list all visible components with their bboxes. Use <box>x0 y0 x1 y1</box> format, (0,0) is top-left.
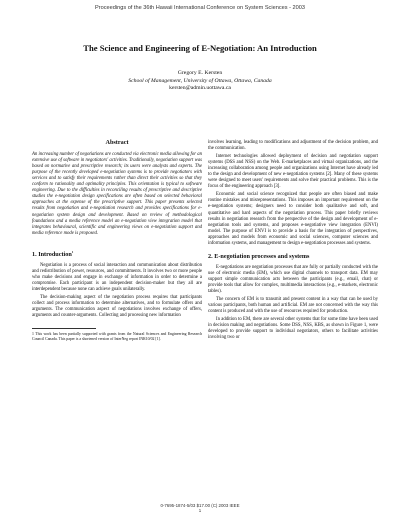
abstract-heading: Abstract <box>105 139 129 146</box>
author-email: kersten@admin.uottawa.ca <box>169 85 231 92</box>
intro-paragraph-1: Negotiation is a process of social interaction and communication about distribution and redistribution of power, resources, and commitments. It involves two or more people who make decisions and engage in exchange of information in order to determine a compromise. Each participant is an independent decision-maker but they all are interdependent because none can achieve goals unilaterally. <box>32 262 202 292</box>
right-paragraph-2: Internet technologies allowed deployment of decision and negotiation support systems (DSS and NSS) on the Web. E-marketplaces and virtual organizations, and the increasing collaboration among people and organizations using Internet have already led to the design and development of new e-negotiation systems [2]. Many of these systems were designed to meet users' requirements and solve their practical problems. This is the focus of the engineering approach [3]. <box>208 154 378 190</box>
section-heading-e-negotiation: 2. E-negotiation processes and systems <box>208 252 310 260</box>
footer-isbn: 0-7695-1874-5/03 $17.00 (C) 2003 IEEE <box>160 503 240 508</box>
section-heading-introduction <box>32 249 202 258</box>
section2-paragraph-1: E-negotiations are negotiation processes that are fully or partially conducted with the use of electronic media (EM), which use digital channels to transport data. EM may support simple communication acts between the participants (e.g., email, chat) or provide tools that allow for complex, multimedia interactions (e.g., e-markets, electronic tables). <box>208 264 378 295</box>
page-number: 1 <box>198 508 202 513</box>
right-column <box>208 140 378 343</box>
footnote: 1 This work has been partially supported with grants from the Natural Sciences and Engineering Research Council Canada. This paper is a shortened version of InterNeg report INR10/02 [1]. <box>32 332 202 341</box>
author-affiliation: School of Management, University of Ottawa, Ottawa, Canada <box>128 77 272 84</box>
running-header: Proceedings of the 36th Hawaii International Conference on System Sciences - 2003 <box>95 5 305 11</box>
abstract-body: An increasing number of negotiations are conducted via electronic media allowing for an extensive use of software in negotiators' activities. Traditionally, negotiation support was based on normative and prescriptive research; its users were analysts and experts. The purpose of the recently developed e-negotiation systems is to provide negotiators with services and to satisfy their requirements rather than direct their activities so that they conform to rationality and optimality principles. This orientation is typical to software engineering. Due to the difficulties in reconciling results of prescriptive and descriptive studies the e-negotiation design specifications are often based on selected behavioral approaches at the expense of the prescriptive support. This paper presents selected results from negotiation and e-negotiation research and provides specifications for e-negotiation system design and development. Based on review of methodological foundations and a media reference model an e-negotiation view integration model that integrates behavioural, scientific and engineering views on e-negotiation support and media reference mode is proposed. <box>32 152 202 236</box>
footnote-marker: 1 <box>71 249 74 254</box>
paper-title: The Science and Engineering of E-Negotiation: An Introduction <box>83 43 317 53</box>
page-footer <box>0 503 400 513</box>
right-paragraph-3: Economic and social science recognized that people are often biased and make routine mistakes and misrepresentations. This imposes an important requirement on the e-negotiation systems; designers need to consider both qualitative and soft, and quantitative and hard aspects of the negotiation process. This paper briefly reviews results in negotiation research from the perspective of the design and development of e-negotiation tools and systems, and proposes e-negotiative view integration (ENVI) model. The purpose of ENVI is to provide a basis for the integration of perspectives, approaches and models from economic and social sciences, computer sciences and information systems, and management to design e-negotiation processes and systems. <box>208 192 378 246</box>
author-block <box>20 70 380 93</box>
section2-paragraph-2: The concern of EM is to transmit and present content in a way that can be used by various participants, both human and artificial. EM are not concerned with the way this content is produced and with the use of resources required for production. <box>208 297 378 315</box>
author-name: Gregory E. Kersten <box>177 70 223 76</box>
right-paragraph-1: involves learning, leading to modifications and adjustment of the decision problem, and the communication. <box>208 140 378 152</box>
section2-paragraph-3: In addition to EM, there are several other systems that for some time have been used in decision making and negotiations. Some DSS, NSS, KBS, as shown in Figure 1, were developed to provide support to individual negotiators, others to facilitate activities involving two or <box>208 317 378 341</box>
introduction-heading-text: 1. Introduction <box>32 250 72 258</box>
intro-paragraph-2: The decision-making aspect of the negotiation process requires that participants collect and process information to determine alternatives, and to formulate offers and arguments. The communication aspect of negotiations involves exchange of offers, arguments and counter-arguments. Collecting and processing new information <box>32 295 202 319</box>
left-column <box>32 140 202 342</box>
footnote-divider <box>32 328 96 329</box>
